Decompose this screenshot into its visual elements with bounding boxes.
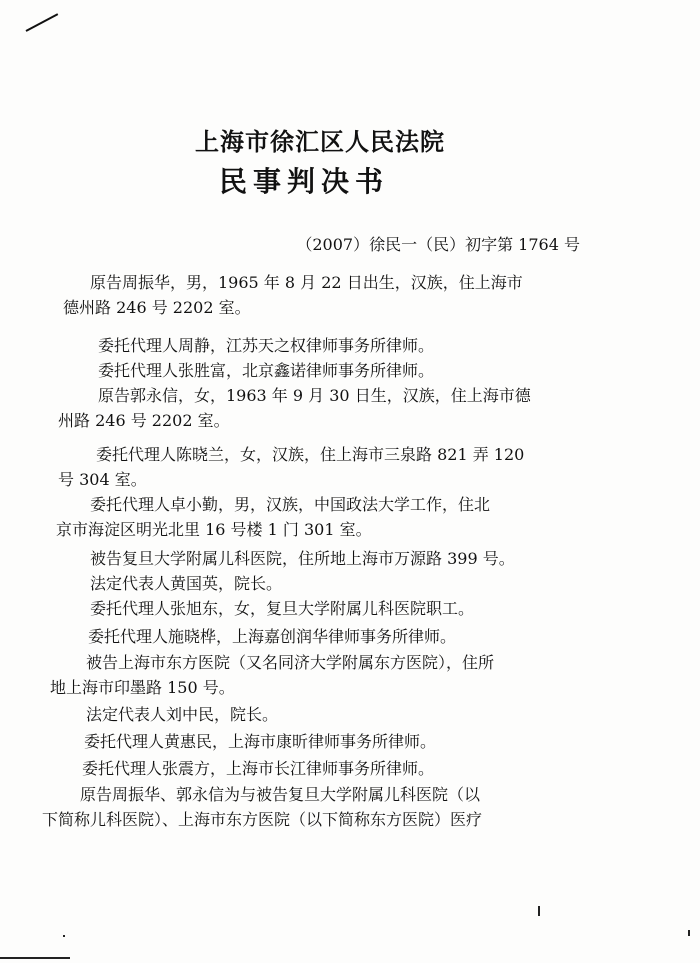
scan-edge-line [0, 957, 70, 959]
para-legal-rep-huang [90, 571, 282, 596]
text-line: 委托代理人施晓桦，上海嘉创润华律师事务所律师。 [88, 627, 457, 646]
para-plaintiff-zhou [63, 270, 523, 320]
text-line: 委托代理人卓小勤，男，汉族，中国政法大学工作，住北 [90, 495, 491, 514]
text-line: 委托代理人张震方，上海市长江律师事务所律师。 [82, 759, 435, 778]
handwritten-slash-mark [26, 13, 59, 32]
para-agent-huang-huimin [84, 729, 436, 754]
text-line: 州路 246 号 2202 室。 [58, 411, 230, 430]
text-line: 委托代理人周静，江苏天之权律师事务所律师。 [98, 336, 435, 355]
text-line: 原告郭永信，女，1963 年 9 月 30 日生，汉族，住上海市德 [98, 386, 531, 405]
para-agent-zhang-shengfu [98, 358, 434, 383]
text-line: 委托代理人张旭东，女，复旦大学附属儿科医院职工。 [90, 599, 475, 618]
para-agent-zhang-zhenfang [82, 756, 434, 781]
text-line: 委托代理人张胜富，北京鑫诺律师事务所律师。 [98, 361, 435, 380]
court-name: 上海市徐汇区人民法院 [195, 127, 445, 156]
para-defendant-dongfang-hospital [50, 650, 495, 700]
para-agent-zhang-xudong [90, 596, 474, 621]
text-line: 被告上海市东方医院（又名同济大学附属东方医院），住所 [86, 653, 495, 672]
text-line: 法定代表人刘中民，院长。 [86, 705, 279, 724]
text-line: 被告复旦大学附属儿科医院，住所地上海市万源路 399 号。 [90, 549, 515, 568]
para-legal-rep-liu [86, 702, 278, 727]
para-case-statement [42, 782, 483, 832]
text-line: 法定代表人黄国英，院长。 [90, 574, 283, 593]
text-line: 委托代理人黄惠民，上海市康昕律师事务所律师。 [84, 732, 437, 751]
scan-speck [63, 935, 65, 937]
case-number: （2007）徐民一（民）初字第 1764 号 [296, 235, 580, 254]
para-agent-chen-xiaolan [58, 442, 525, 492]
para-agent-shi-xiaohua [88, 624, 456, 649]
para-agent-zhuo-xiaoqin [56, 492, 491, 542]
text-line: 委托代理人陈晓兰，女，汉族，住上海市三泉路 821 弄 120 [96, 445, 525, 464]
text-line: 号 304 室。 [58, 470, 147, 489]
para-agent-zhou-jing [98, 333, 434, 358]
scan-speck [688, 930, 690, 936]
text-line: 京市海淀区明光北里 16 号楼 1 门 301 室。 [56, 520, 372, 539]
para-defendant-childrens-hospital [90, 546, 515, 571]
text-line: 地上海市印墨路 150 号。 [50, 678, 235, 697]
text-line: 下简称儿科医院）、上海市东方医院（以下简称东方医院）医疗 [42, 810, 483, 829]
text-line: 原告周振华，男，1965 年 8 月 22 日出生，汉族，住上海市 [90, 273, 523, 292]
text-line: 原告周振华、郭永信为与被告复旦大学附属儿科医院（以 [80, 785, 481, 804]
para-plaintiff-guo [58, 383, 531, 433]
text-line: 德州路 246 号 2202 室。 [63, 298, 251, 317]
document-title: 民事判决书 [218, 165, 389, 198]
scan-speck [538, 906, 540, 916]
